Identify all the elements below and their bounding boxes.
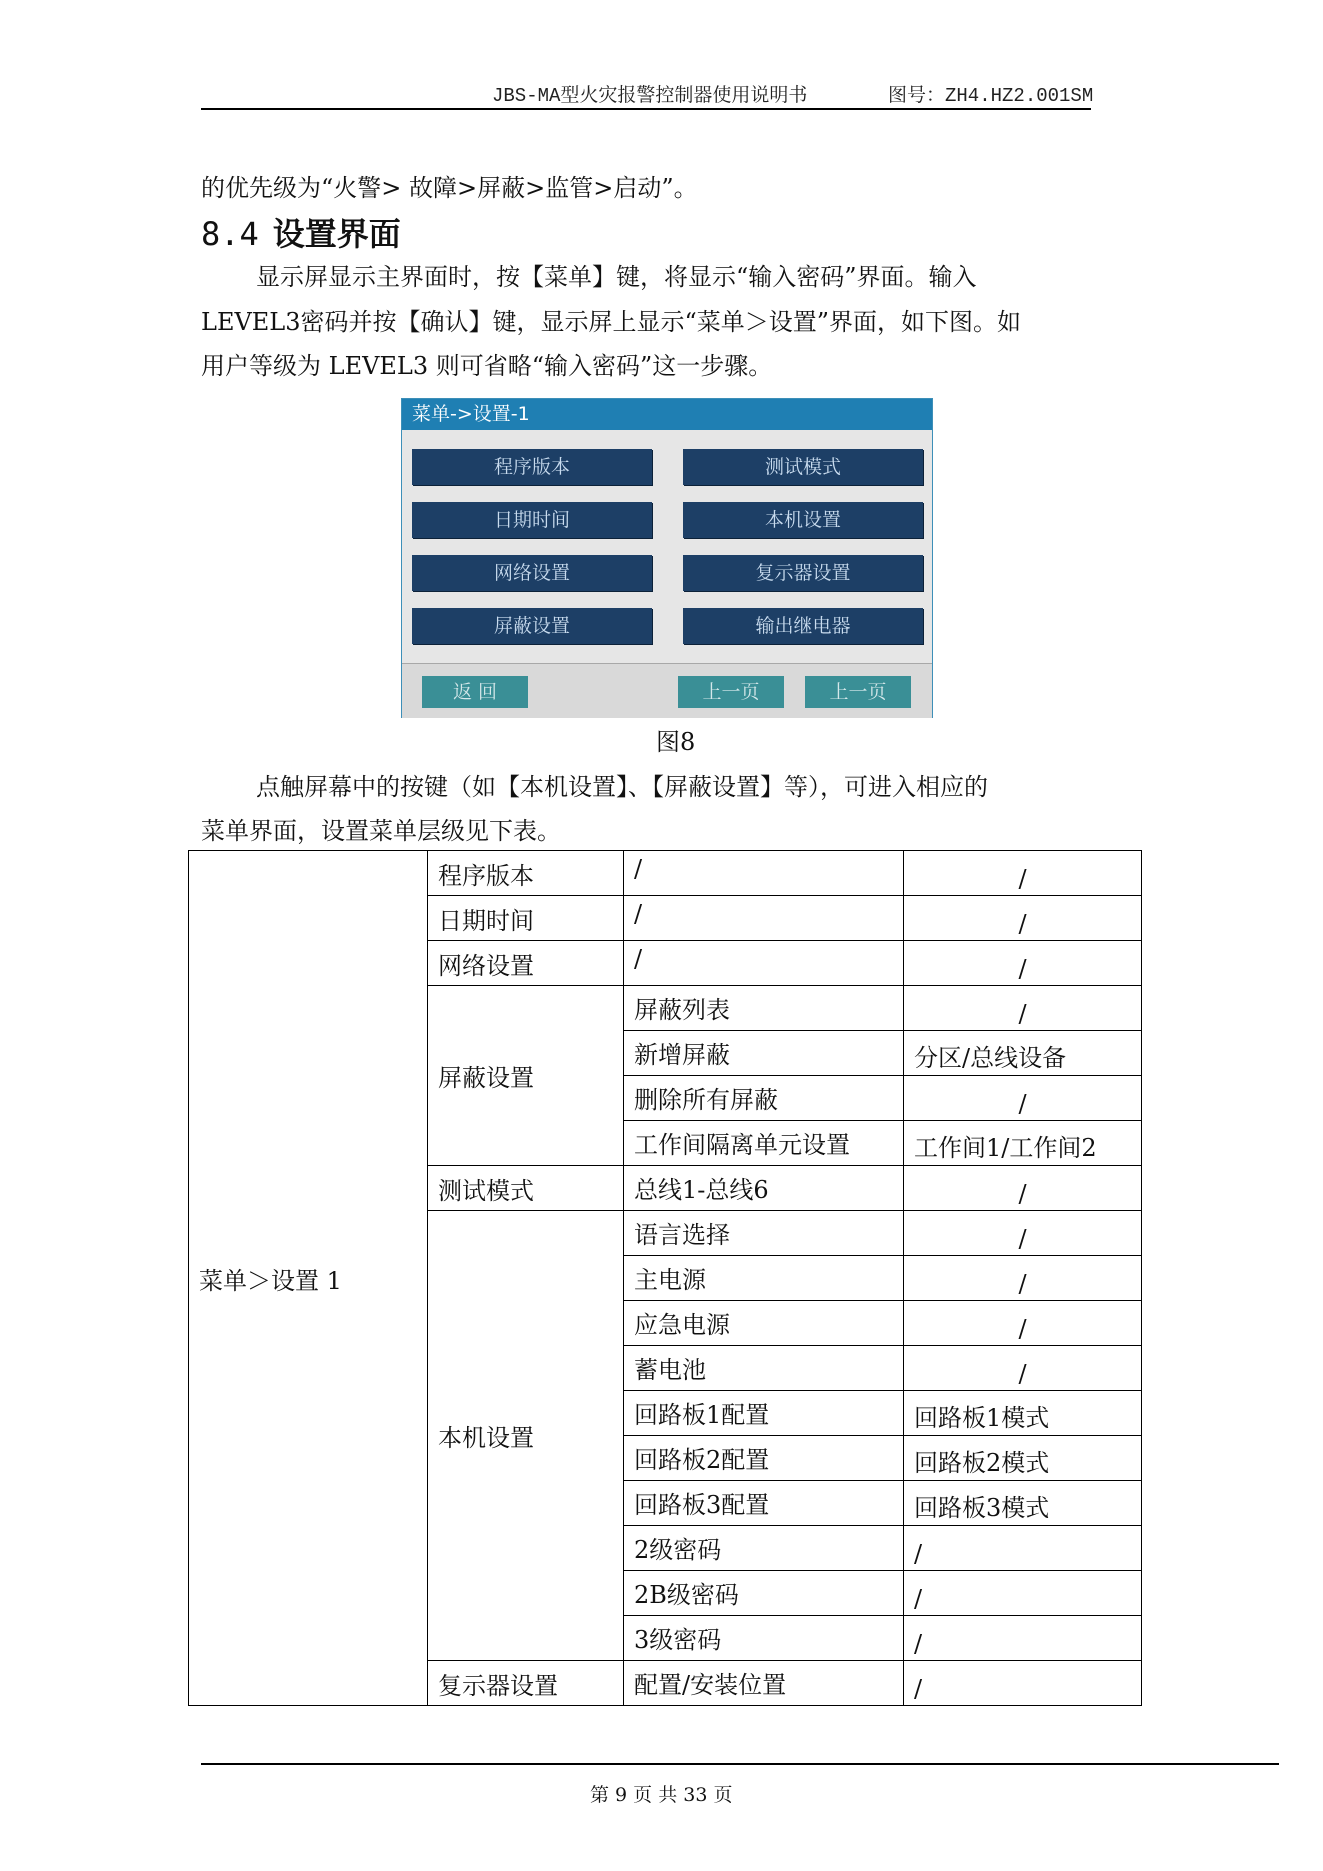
table-cell: 屏蔽列表 <box>624 986 904 1031</box>
table-cell: 回路板3模式 <box>904 1481 1142 1526</box>
para1-line3: 用户等级为 LEVEL3 则可省略“输入密码”这一步骤。 <box>201 352 773 380</box>
table-cell: 蓄电池 <box>624 1346 904 1391</box>
table-cell: 回路板1模式 <box>904 1391 1142 1436</box>
table-cell: 日期时间 <box>428 896 624 941</box>
table-cell: 回路板2配置 <box>624 1436 904 1481</box>
table-cell: / <box>904 1076 1142 1121</box>
table-cell: / <box>904 1616 1142 1661</box>
table-cell: 工作间1/工作间2 <box>904 1121 1142 1166</box>
table-cell: 屏蔽设置 <box>428 986 624 1166</box>
para2-line1: 点触屏幕中的按键（如【本机设置】、【屏蔽设置】等），可进入相应的 <box>256 773 988 801</box>
output-relay-button[interactable]: 输出继电器 <box>683 608 923 644</box>
figure-caption: 图8 <box>656 728 696 756</box>
table-cell: / <box>624 941 904 986</box>
table-cell: 程序版本 <box>428 851 624 896</box>
table-cell: 测试模式 <box>428 1166 624 1211</box>
table-cell: 回路板1配置 <box>624 1391 904 1436</box>
section-number: 8.4 <box>201 215 259 253</box>
section-title: 设置界面 <box>272 215 401 253</box>
repeater-settings-button[interactable]: 复示器设置 <box>683 555 923 591</box>
table-cell: 配置/安装位置 <box>624 1661 904 1706</box>
table-root-cell: 菜单＞设置 1 <box>189 851 428 1706</box>
table-cell: / <box>904 1526 1142 1571</box>
table-cell: 回路板2模式 <box>904 1436 1142 1481</box>
table-cell: / <box>904 896 1142 941</box>
menu-hierarchy-table <box>188 850 1142 1706</box>
table-cell: 3级密码 <box>624 1616 904 1661</box>
table-cell: / <box>904 851 1142 896</box>
table-cell: 应急电源 <box>624 1301 904 1346</box>
table-cell: / <box>904 1301 1142 1346</box>
local-settings-button[interactable]: 本机设置 <box>683 502 923 538</box>
table-cell: / <box>904 986 1142 1031</box>
table-cell: 删除所有屏蔽 <box>624 1076 904 1121</box>
table-cell: / <box>624 851 904 896</box>
para1-line1: 显示屏显示主界面时，按【菜单】键，将显示“输入密码”界面。输入 <box>256 263 977 291</box>
next-page-button[interactable]: 上一页 <box>805 676 911 708</box>
program-version-button[interactable]: 程序版本 <box>412 449 652 485</box>
table-cell: 2B级密码 <box>624 1571 904 1616</box>
screen-nav-bar <box>402 663 932 718</box>
header-rule <box>201 108 1091 110</box>
section-heading <box>201 209 401 255</box>
table-cell: 2级密码 <box>624 1526 904 1571</box>
date-time-button[interactable]: 日期时间 <box>412 502 652 538</box>
page-number: 第 9 页 共 33 页 <box>590 1784 733 1806</box>
test-mode-button[interactable]: 测试模式 <box>683 449 923 485</box>
table-cell: 主电源 <box>624 1256 904 1301</box>
table-cell: / <box>624 896 904 941</box>
table-cell: 分区/总线设备 <box>904 1031 1142 1076</box>
table-cell: 网络设置 <box>428 941 624 986</box>
table-cell: / <box>904 1661 1142 1706</box>
table-row <box>189 851 1142 896</box>
table-cell: / <box>904 1346 1142 1391</box>
back-button[interactable]: 返 回 <box>422 676 528 708</box>
table-cell: 本机设置 <box>428 1211 624 1661</box>
table-cell: 语言选择 <box>624 1211 904 1256</box>
header-doc-number: 图号：ZH4.HZ2.001SM <box>888 85 1094 107</box>
table-cell: 新增屏蔽 <box>624 1031 904 1076</box>
footer-rule <box>201 1763 1279 1765</box>
header-doc-title: JBS-MA型火灾报警控制器使用说明书 <box>492 85 808 107</box>
table-cell: 复示器设置 <box>428 1661 624 1706</box>
shield-settings-button[interactable]: 屏蔽设置 <box>412 608 652 644</box>
prev-page-button[interactable]: 上一页 <box>678 676 784 708</box>
para2-line2: 菜单界面，设置菜单层级见下表。 <box>201 817 561 845</box>
table-cell: 工作间隔离单元设置 <box>624 1121 904 1166</box>
table-cell: / <box>904 1256 1142 1301</box>
para1-line2: LEVEL3密码并按【确认】键，显示屏上显示“菜单＞设置”界面，如下图。如 <box>201 308 1022 336</box>
table-cell: 回路板3配置 <box>624 1481 904 1526</box>
settings-screen-figure <box>401 398 933 718</box>
table-cell: / <box>904 1166 1142 1211</box>
table-cell: / <box>904 1211 1142 1256</box>
table-cell: / <box>904 1571 1142 1616</box>
priority-line: 的优先级为“火警> 故障>屏蔽>监管>启动”。 <box>201 174 698 202</box>
network-settings-button[interactable]: 网络设置 <box>412 555 652 591</box>
table-cell: / <box>904 941 1142 986</box>
screen-title: 菜单->设置-1 <box>402 399 932 430</box>
table-cell: 总线1-总线6 <box>624 1166 904 1211</box>
